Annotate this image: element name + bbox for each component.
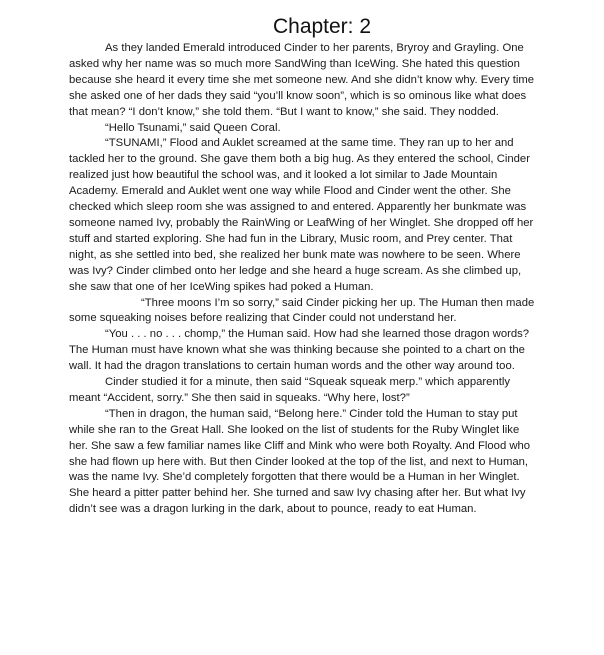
paragraph-1: As they landed Emerald introduced Cinder to her parents, Bryroy and Grayling. One asked why her name was so much more SandWing than IceWing. She hated this question because she heard it every time she met someone new. And she didn’t know why. Every time she asked one of her dads they said “you’ll know soon”, which is so ominous like what does that mean? “I don’t know,” she told them. “But I want to know,” she said. They nodded. bbox=[69, 42, 535, 118]
chapter-title: Chapter: 2 bbox=[272, 15, 372, 38]
paragraph-6: Cinder studied it for a minute, then said “Squeak squeak merp.” which apparently meant “Accident, sorry.” She then said in squeaks. “Why here, lost?” bbox=[69, 376, 511, 404]
paragraph-2: “Hello Tsunami,” said Queen Coral. bbox=[105, 121, 281, 134]
paragraph-4: “Three moons I’m so sorry,” said Cinder picking her up. The Human then made some squeaking noises before realizing that Cinder could not understand her. bbox=[69, 296, 535, 325]
paragraph-5: “You . . . no . . . chomp,” the Human said. How had she learned those dragon words? The Human must have known what she was thinking because she pointed to a chart on the wall. It had the dragon translations to certain human words and the other way around too. bbox=[69, 328, 530, 373]
chapter-body bbox=[69, 41, 539, 518]
paragraph-7: “Then in dragon, the human said, “Belong here.” Cinder told the Human to stay put while she ran to the Great Hall. She looked on the list of students for the Ruby Winglet like her. She saw a few familiar names like Cliff and Mink who were both Royalty. And Flood who she had flown up here with. But then Cinder looked at the top of the list, and next to Human, was the name Ivy. She’d completely forgotten that there would be a Human in her Winglet. She heard a pitter patter behind her. She turned and saw Ivy chasing after her. But what Ivy didn’t see was a dragon lurking in the dark, about to pounce, ready to eat Human. bbox=[69, 407, 531, 516]
paragraph-3: “TSUNAMI,” Flood and Auklet screamed at the same time. They ran up to her and tackled her to the ground. She gave them both a big hug. As they entered the school, Cinder realized just how beautiful the school was, and it looked a lot similar to Jade Mountain Academy. Emerald and Auklet went one way while Flood and Cinder went the other. She checked which sleep room she was assigned to and entered. Apparently her bunkmate was someone named Ivy, probably the RainWing or LeafWing of her Winglet. She dropped off her stuff and started exploring. She had fun in the Library, Music room, and Prey center. That night, as she settled into bed, she realized her bunk mate was nowhere to be seen. Where was Ivy? Cinder climbed onto her ledge and she heard a huge scream. As she climbed up, she saw that one of her IceWing spikes had poked a Human. bbox=[69, 137, 534, 293]
